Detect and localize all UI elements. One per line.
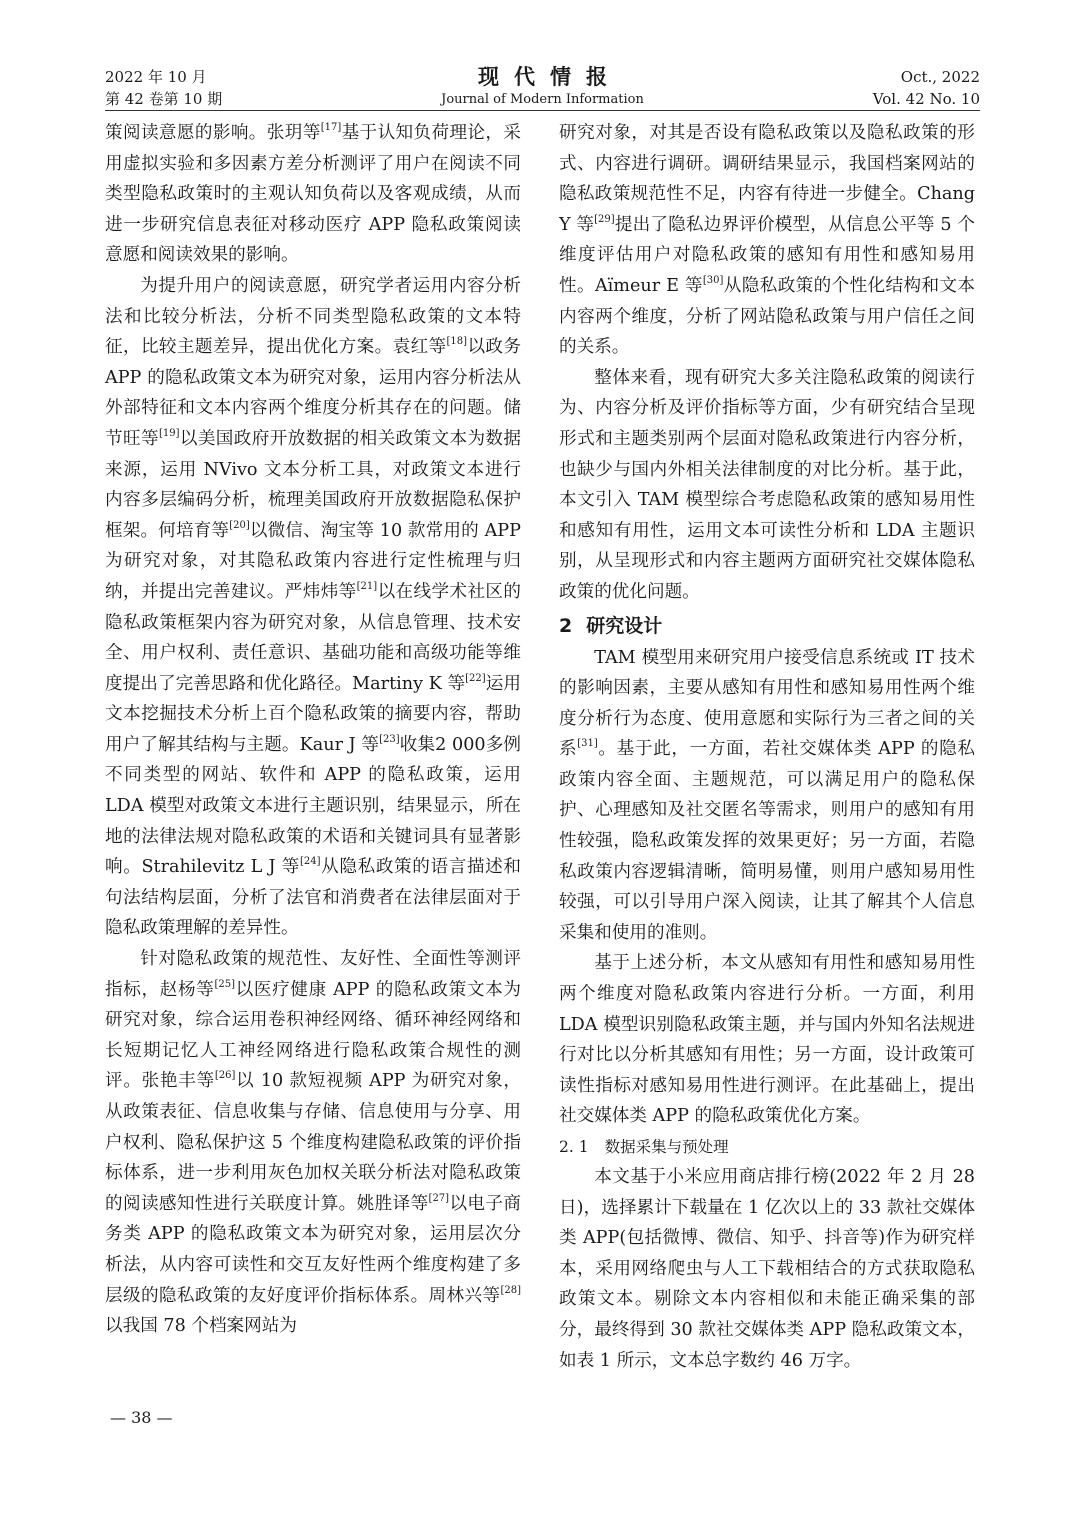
subsection-heading	[559, 1132, 975, 1162]
header-date-en: Oct., 2022	[900, 68, 980, 86]
citation: [24]	[300, 856, 321, 868]
citation: [31]	[577, 738, 598, 750]
page-number: — 38 —	[110, 1408, 173, 1427]
journal-title-cn: 现代情报	[478, 64, 622, 89]
paragraph: 为提升用户的阅读意愿，研究学者运用内容分析法和比较分析法，分析不同类型隐私政策的文本特征，比较主题差异，提出优化方案。袁红等[18]以政务 APP 的隐私政策文本为研究对象，运用内容分析法从外部特征和文本内容两个维度分析其存在的问题。储节旺等[19]以美国政府开放数据的相关政策文本为数据来源，运用 NVivo 文本分析工具，对政策文本进行内容多层编码分析，梳理美国政府开放数据隐私保护框架。何培育等[20]以微信、淘宝等 10 款常用的 APP 为研究对象，对其隐私政策内容进行定性梳理与归纳，并提出完善建议。严炜炜等[21]以在线学术社区的隐私政策框架内容为研究对象，从信息管理、技术安全、用户权利、责任意识、基础功能和高级功能等维度提出了完善思路和优化路径。Martiny K 等[22]运用文本挖掘技术分析上百个隐私政策的摘要内容，帮助用户了解其结构与主题。Kaur J 等[23]收集2 000多例不同类型的网站、软件和 APP 的隐私政策，运用 LDA 模型对政策文本进行主题识别，结果显示，所在地的法律法规对隐私政策的术语和关键词具有显著影响。Strahilevitz L J 等[24]从隐私政策的语言描述和句法结构层面，分析了法官和消费者在法律层面对于隐私政策理解的差异性。	[105, 275, 521, 939]
citation: [25]	[214, 978, 235, 990]
paragraph: 研究对象，对其是否设有隐私政策以及隐私政策的形式、内容进行调研。调研结果显示，我国档案网站的隐私政策规范性不足，内容有待进一步健全。Chang Y 等[29]提出了隐私边界评价模型，从信息公平等 5 个维度评估用户对隐私政策的感知有用性和感知易用性。Aïmeur E 等[30]从隐私政策的个性化结构和文本内容两个维度，分析了网站隐私政策与用户信任之间的关系。	[559, 123, 975, 358]
paragraph: 本文基于小米应用商店排行榜(2022 年 2 月 28 日)，选择累计下载量在 1 亿次以上的 33 款社交媒体类 APP(包括微博、微信、知乎、抖音等)作为研究样本，采用网络爬虫与人工下载相结合的方式获取隐私政策文本。剔除文本内容相似和未能正确采集的部分，最终得到 30 款社交媒体类 APP 隐私政策文本，如表 1 所示，文本总字数约 46 万字。	[559, 1167, 975, 1371]
section-number: 2	[559, 614, 573, 637]
citation: [17]	[320, 122, 342, 133]
citation: [19]	[158, 427, 180, 439]
page-header	[105, 64, 980, 112]
citation: [18]	[446, 336, 468, 348]
paragraph: 基于上述分析，本文从感知有用性和感知易用性两个维度对隐私政策内容进行分析。一方面，利用 LDA 模型识别隐私政策主题，并与国内外知名法规进行对比以分析其感知有用性；另一方面，设计政策可读性指标对感知易用性进行测评。在此基础上，提出社交媒体类 APP 的隐私政策优化方案。	[559, 953, 975, 1127]
header-right	[873, 66, 980, 110]
journal-title-en: Journal of Modern Information	[441, 92, 644, 107]
citation: [20]	[229, 519, 250, 531]
section-title: 研究设计	[586, 614, 663, 637]
right-column	[559, 118, 975, 1376]
citation: [29]	[594, 213, 615, 225]
citation: [27]	[428, 1192, 450, 1204]
citation: [21]	[356, 580, 378, 592]
paragraph: 策阅读意愿的影响。张玥等[17]基于认知负荷理论，采用虚拟实验和多因素方差分析测评了用户在阅读不同类型隐私政策时的主观认知负荷以及客观成绩，从而进一步研究信息表征对移动医疗 APP 隐私政策阅读意愿和阅读效果的影响。	[105, 122, 521, 266]
header-rule	[105, 110, 980, 111]
header-center	[105, 64, 980, 109]
paragraph: 针对隐私政策的规范性、友好性、全面性等测评指标，赵杨等[25]以医疗健康 APP 的隐私政策文本为研究对象，综合运用卷积神经网络、循环神经网络和长短期记忆人工神经网络进行隐私政策合规性的测评。张艳丰等[26]以 10 款短视频 APP 为研究对象，从政策表征、信息收集与存储、信息使用与分享、用户权利、隐私保护这 5 个维度构建隐私政策的评价指标体系，进一步利用灰色加权关联分析法对隐私政策的阅读感知性进行关联度计算。姚胜译等[27]以电子商务类 APP 的隐私政策文本为研究对象，运用层次分析法，从内容可读性和交互友好性两个维度构建了多层级的隐私政策的友好度评价指标体系。周林兴等[28]以我国 78 个档案网站为	[105, 949, 521, 1337]
header-date-cn: 2022 年 10 月	[105, 68, 207, 86]
citation: [30]	[702, 274, 724, 286]
paragraph: 整体来看，现有研究大多关注隐私政策的阅读行为、内容分析及评价指标等方面，少有研究结合呈现形式和主题类别两个层面对隐私政策进行内容分析，也缺少与国内外相关法律制度的对比分析。基于此，本文引入 TAM 模型综合考虑隐私政策的感知易用性和感知有用性，运用文本可读性分析和 LDA 主题识别，从呈现形式和内容主题两方面研究社交媒体隐私政策的优化问题。	[559, 367, 975, 602]
citation: [26]	[214, 1070, 236, 1082]
citation: [23]	[379, 733, 400, 745]
paragraph: TAM 模型用来研究用户接受信息系统或 IT 技术的影响因素，主要从感知有用性和感知易用性两个维度分析行为态度、使用意愿和实际行为三者之间的关系[31]。基于此，一方面，若社交媒体类 APP 的隐私政策内容全面、主题规范，可以满足用户的隐私保护、心理感知及社交匿名等需求，则用户的感知有用性较强，隐私政策发挥的效果更好；另一方面，若隐私政策内容逻辑清晰，简明易懂，则用户感知易用性较强，可以引导用户深入阅读，让其了解其个人信息采集和使用的准则。	[559, 647, 975, 943]
left-column	[105, 118, 521, 1342]
header-volume-en: Vol. 42 No. 10	[872, 90, 980, 108]
subsection-number: 2. 1	[559, 1138, 589, 1156]
section-heading	[559, 611, 975, 641]
citation: [28]	[500, 1284, 521, 1296]
header-volume-cn: 第 42 卷第 10 期	[105, 90, 223, 108]
citation: [22]	[465, 672, 486, 684]
subsection-title: 数据采集与预处理	[604, 1138, 729, 1156]
